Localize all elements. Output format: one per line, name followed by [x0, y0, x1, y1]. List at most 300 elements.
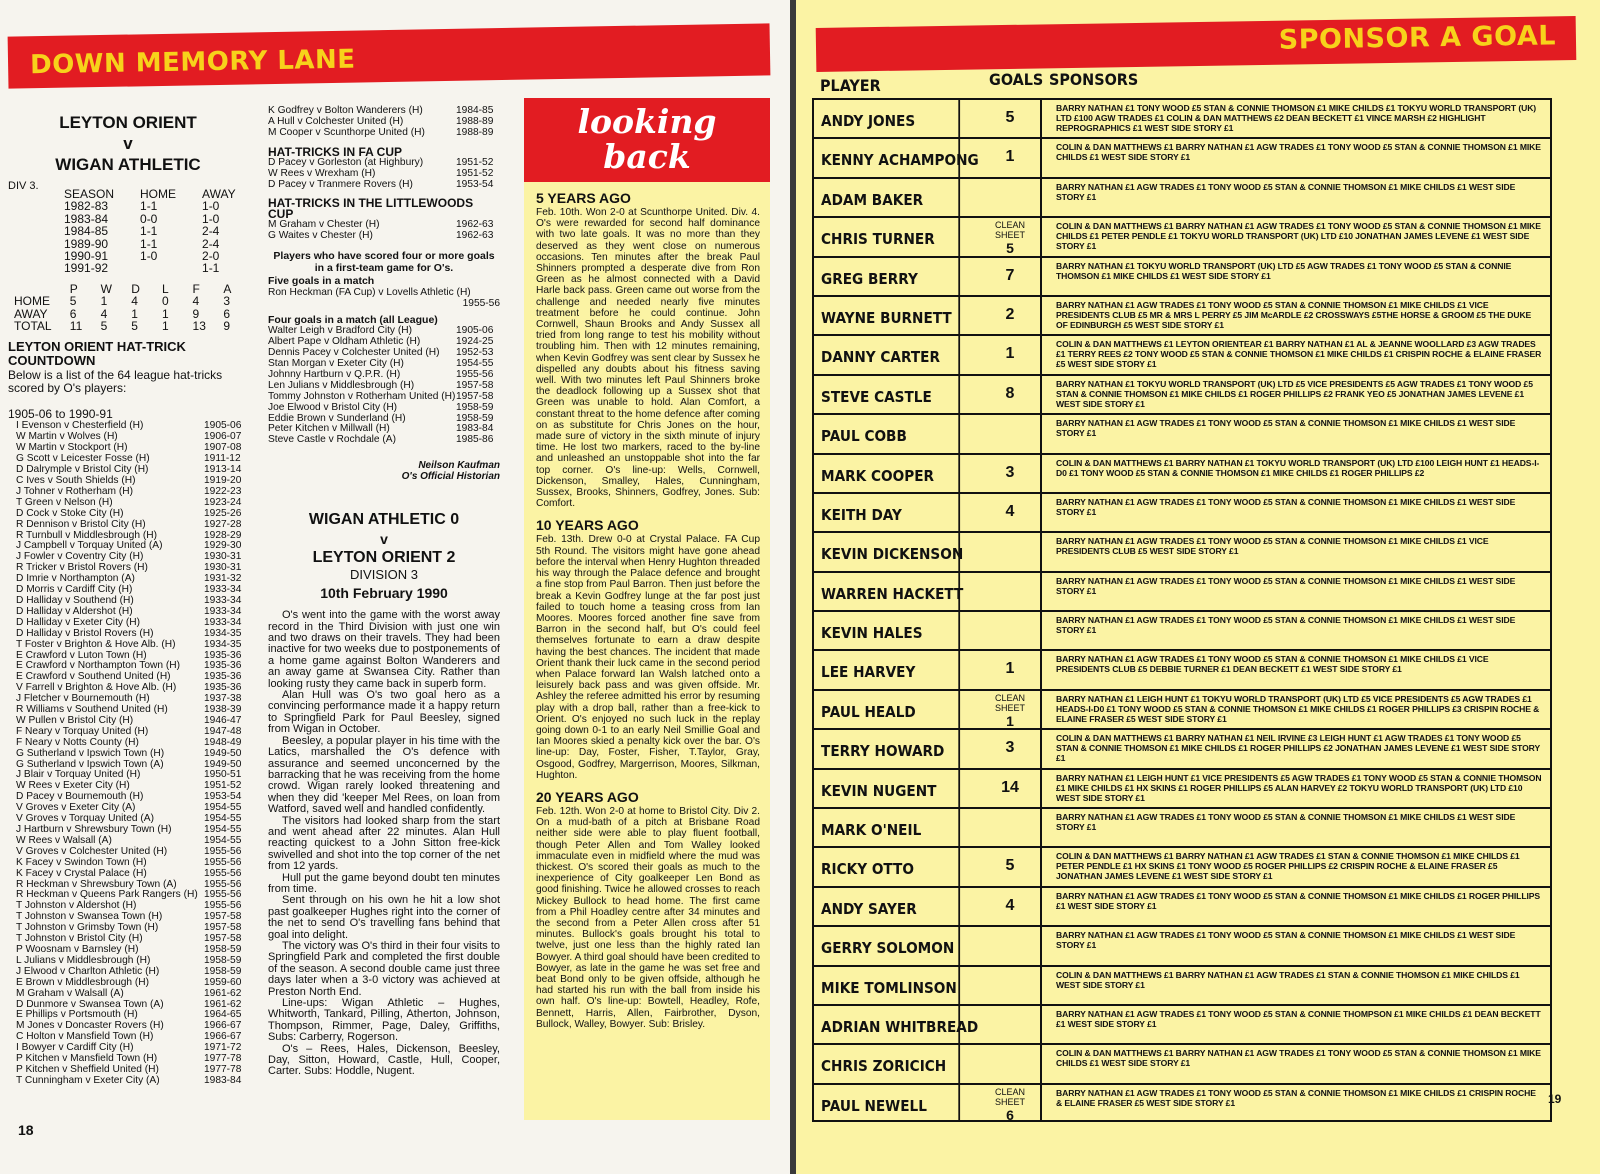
list-entry-name: R Heckman v Shrewsbury Town (A): [16, 878, 177, 890]
report-paragraph: O's went into the game with the worst away record in the Third Division with just one win and two draws on their travels. They had been inactive for two weeks due to postponements of a home game against Bolton Wanderers and an away game at Swansea City. Rather than looking rusty they came back in superb form.: [268, 609, 500, 690]
sponsors-text: BARRY NATHAN £1 AGW TRADES £1 TONY WOOD £5 STAN & CONNIE THOMSON £1 MIKE CHILDS £1 WEST SIDE STORY £1: [1056, 418, 1516, 439]
goals-value: 1: [1005, 660, 1015, 678]
list-entry-name: D Imrie v Northampton (A): [16, 573, 135, 585]
list-entry-season: 1933-34: [204, 594, 242, 606]
player-name: MIKE TOMLINSON: [814, 967, 960, 1004]
list-entry-season: 1955-56: [204, 889, 242, 901]
sponsor-row: [812, 925, 1552, 964]
goals-cell: [980, 218, 1042, 255]
list-entry-season: 1933-34: [204, 605, 242, 617]
list-entry-season: 1922-23: [204, 485, 242, 497]
record-cell: 5: [131, 319, 138, 334]
goals-value: 8: [1005, 384, 1015, 402]
sponsor-row: [812, 728, 1552, 767]
goals-cell: [980, 376, 1042, 413]
player-name: KEVIN HALES: [814, 612, 960, 649]
record-cell: 13: [192, 319, 206, 334]
goals-cell: [980, 967, 1042, 1004]
results-cell: 2-0: [202, 249, 220, 264]
goals-cell: [980, 258, 1042, 295]
looking-back-text: Feb. 12th. Won 2-0 at home to Bristol City. Div 2. On a mud-bath of a pitch at Brisbane Road neither side were able to play fluent football, though Peter Allen and Tom Walley looked immaculate even in midfield where the mud was thickest. O's scored their goals as much to the inexperience of City goalkeeper Len Bond as good finishing. Twice he allowed crosses to reach Mickey Bullock to head home. The first came from a Phil Hoadley centre after 34 minutes and the second from a Peter Allen cross after 51 minutes. Bullock's goals brought his total to twelve, just one less than the highly rated Ian Bowyer. A third goal should have been credited to Bowyer, as late in the game he was set free and beat Bond only to be given offside, although he had started his run with the ball from inside his own half. O's line-up: Bowtell, Headley, Rofe, Bennett, Harris, Allen, Fairbrother, Dyson, Bullock, Walley, Bowyer. Sub: Brisley.: [536, 805, 760, 1030]
four-goals-title: Four goals in a match (all League): [268, 314, 438, 327]
list-entry-season: 1919-20: [204, 475, 242, 486]
list-entry-season: 1954-55: [204, 802, 242, 814]
record-cell: HOME: [14, 294, 50, 309]
list-entry-name: W Rees v Exeter City (H): [16, 780, 130, 792]
list-entry-season: 1951-52: [456, 156, 494, 168]
report-paragraph: Hull put the game beyond doubt ten minutes from time.: [268, 871, 500, 895]
five-goals-season: 1955-56: [462, 298, 500, 310]
sponsor-row: [812, 98, 1552, 137]
goals-cell: [980, 533, 1042, 570]
record-cell: 1: [100, 294, 108, 309]
list-entry-name: J Campbell v Torquay United (A): [16, 540, 163, 552]
record-cell: AWAY: [14, 306, 48, 321]
list-entry-name: Joe Elwood v Bristol City (H): [268, 401, 398, 413]
goals-cell: [980, 1006, 1042, 1043]
results-row: [58, 200, 242, 212]
list-entry-season: 1957-58: [204, 911, 242, 923]
sponsor-a-goal-banner: SPONSOR A GOAL: [816, 16, 1577, 72]
list-entry-season: 1905-06: [456, 325, 494, 337]
list-entry-name: J Tohner v Rotherham (H): [16, 485, 134, 497]
sponsors-text: BARRY NATHAN £1 LEIGH HUNT £1 TOKYU WORLD TRANSPORT (UK) LTD £5 VICE PRESIDENTS £5 AGW TRADES £1 HEADS-I-D0 £1 TONY WOOD £5 STAN & CONNIE THOMSON £1 MIKE CHILDS £1 ROGER PHILLIPS £3 CRISPIN ROCHE & ELAINE FRASER £5 WEST SIDE STORY £1: [1056, 693, 1540, 724]
sponsors-text: COLIN & DAN MATTHEWS £1 BARRY NATHAN £1 TOKYU WORLD TRANSPORT (UK) LTD £100 LEIGH HUNT £1 HEADS-I-D0 £1 TONY WOOD £5 STAN & CONNIE THOMSON £1 MIKE CHILDS £1 ROGER PHILLIPS £2: [1056, 457, 1540, 478]
goals-value: 3: [1005, 463, 1015, 481]
list-entry-name: V Farrell v Brighton & Hove Alb. (H): [16, 682, 177, 694]
list-entry-name: D Morris v Cardiff City (H): [16, 584, 133, 596]
list-entry-season: 1913-14: [204, 464, 242, 476]
sponsor-row: [812, 334, 1552, 373]
sponsor-row: [812, 846, 1552, 885]
goals-value: 5: [1005, 857, 1015, 875]
list-entry-name: E Crawford v Southend United (H): [16, 671, 171, 683]
list-entry-season: 1988-89: [456, 115, 494, 127]
sponsors-text: BARRY NATHAN £1 AGW TRADES £1 TONY WOOD £5 STAN & CONNIE THOMSON £1 MIKE CHILDS £1 WEST SIDE STORY £1: [1056, 615, 1516, 636]
list-entry-name: P Kitchen v Sheffield United (H): [16, 1063, 159, 1075]
list-entry-name: D Halliday v Bristol Rovers (H): [16, 627, 154, 639]
player-name: ANDY SAYER: [814, 888, 960, 925]
list-entry-name: D Halliday v Exeter City (H): [16, 616, 140, 628]
facup-list: [268, 158, 500, 191]
looking-back-title: [524, 98, 770, 182]
record-cell: 5: [100, 319, 108, 334]
sponsors-text: BARRY NATHAN £1 AGW TRADES £1 TONY WOOD £5 STAN & CONNIE THOMSON £1 MIKE CHILDS £1 CRISPIN ROCHE & ELAINE FRASER £5 WEST SIDE STORY £1: [1056, 1087, 1536, 1108]
record-cell: TOTAL: [14, 319, 52, 334]
goals-value: 3: [1005, 739, 1015, 757]
list-entry-name: D Pacey v Gorleston (at Highbury): [268, 156, 424, 168]
header-goals: GOALS: [989, 70, 1044, 89]
list-entry-name: D Pacey v Bournemouth (H): [16, 791, 144, 803]
five-goals-title: Five goals in a match: [268, 275, 375, 288]
sponsor-row: [812, 453, 1552, 492]
list-entry-season: 1906-07: [204, 431, 242, 443]
list-entry-name: Stan Morgan v Exeter City (H): [268, 357, 404, 369]
list-entry-season: 1948-49: [204, 736, 242, 748]
list-entry-name: K Facey v Crystal Palace (H): [16, 867, 147, 879]
record-cell: 5: [69, 294, 77, 309]
sponsors-text: BARRY NATHAN £1 TOKYU WORLD TRANSPORT (UK) LTD £5 AGW TRADES £1 TONY WOOD £5 STAN & CONNIE THOMSON £1 MIKE CHILDS £1 WEST SIDE STORY £1: [1056, 260, 1512, 281]
results-cell: 0-0: [140, 211, 158, 226]
goals-cell: [980, 100, 1042, 137]
list-entry-name: K Godfrey v Bolton Wanderers (H): [268, 105, 423, 116]
goals-value: 1: [1005, 345, 1015, 363]
report-heading: [268, 510, 500, 604]
list-entry-name: C Ives v South Shields (H): [16, 475, 136, 486]
sponsors-text: BARRY NATHAN £1 LEIGH HUNT £1 VICE PRESIDENTS £5 AGW TRADES £1 TONY WOOD £5 STAN & CONNIE THOMSON £1 MIKE CHILDS £1 HX SKINS £1 ROGER PHILLIPS £5 ALAN HARVEY £2 TOKYU WORLD TRANSPORT (UK) LTD £10 WEST SIDE STORY £1: [1056, 772, 1542, 803]
player-name: DANNY CARTER: [814, 336, 960, 373]
facup-title: HAT-TRICKS IN FA CUP: [268, 144, 402, 159]
list-entry-name: G Sutherland v Ipswich Town (A): [16, 758, 164, 770]
clean-sheet-label: CLEAN SHEET: [994, 692, 1025, 713]
list-entry-season: 1955-56: [204, 856, 242, 868]
list-entry-season: 1958-59: [204, 954, 242, 966]
list-entry-name: Johnny Hartburn v Q.P.R. (H): [268, 368, 401, 380]
list-entry-name: L Julians v Middlesbrough (H): [16, 954, 151, 966]
list-entry-name: W Martin v Wolves (H): [16, 431, 118, 443]
record-cell: 1: [161, 319, 169, 334]
list-entry-season: 1962-63: [456, 219, 494, 231]
list-entry-season: 1933-34: [204, 584, 242, 596]
report-division: DIVISION 3: [350, 567, 418, 583]
match-report: [268, 610, 500, 1078]
player-name: KEVIN NUGENT: [814, 770, 960, 807]
list-entry-name: A Hull v Colchester United (H): [268, 115, 404, 127]
list-entry-name: Albert Pape v Oldham Athletic (H): [268, 336, 421, 348]
list-entry-name: J Fowler v Coventry City (H): [16, 551, 144, 563]
player-name: KEITH DAY: [814, 494, 960, 531]
goals-cell: [980, 809, 1042, 846]
results-cell: 1991-92: [64, 261, 109, 276]
sponsor-row: [812, 531, 1552, 570]
sponsors-text: BARRY NATHAN £1 AGW TRADES £1 TONY WOOD £5 STAN & CONNIE THOMPSON £1 MIKE CHILDS £1 DEAN BECKETT £1 WEST SIDE STORY £1: [1056, 1008, 1541, 1029]
list-entry-season: 1966-67: [204, 1020, 242, 1032]
goals-value: 14: [1001, 778, 1019, 796]
report-versus: v: [380, 531, 388, 548]
list-entry-name: R Heckman v Queens Park Rangers (H): [16, 889, 198, 901]
clean-sheet-label: CLEAN SHEET: [994, 220, 1025, 241]
list-entry-name: G Scott v Leicester Fosse (H): [16, 453, 150, 465]
goals-cell: [980, 415, 1042, 452]
sponsor-row: [812, 689, 1552, 728]
list-entry-season: 1925-26: [204, 507, 242, 519]
looking-back-sections: [524, 190, 770, 1030]
list-entry-name: P Woosnam v Barnsley (H): [16, 943, 139, 955]
results-cell: 2-4: [202, 224, 220, 239]
versus: v: [123, 134, 133, 153]
report-paragraph: Alan Hull was O's two goal hero as a convincing performance made it a happy return to Springfield Park for Paul Beesley, signed from Wigan in October.: [268, 689, 500, 736]
list-entry-season: 1930-31: [204, 562, 242, 574]
results-table: [58, 188, 242, 275]
four-goals-intro: Players who have scored four or more goals in a first-team game for O's.: [273, 250, 495, 275]
record-cell: 0: [161, 294, 169, 309]
list-entry-name: T Johnston v Grimsby Town (H): [16, 922, 159, 934]
record-cell: 9: [192, 306, 200, 321]
list-entry-season: 1928-29: [204, 529, 242, 541]
list-entry-season: 1954-55: [204, 834, 242, 846]
list-entry-season: 1962-63: [456, 230, 494, 242]
list-entry-season: 1958-59: [204, 943, 242, 955]
list-entry-season: 1961-62: [204, 987, 242, 999]
record-row: [8, 320, 248, 332]
list-entry-season: 1955-56: [204, 867, 242, 879]
sponsor-row: [812, 1043, 1552, 1082]
player-name: PAUL COBB: [814, 415, 960, 452]
list-entry-season: 1971-72: [204, 1042, 242, 1054]
list-entry-season: 1958-59: [456, 401, 494, 413]
sponsors-text: BARRY NATHAN £1 AGW TRADES £1 TONY WOOD £5 STAN & CONNIE THOMSON £1 MIKE CHILDS £1 VICE PRESIDENTS CLUB £5 WEST SIDE STORY £1: [1056, 536, 1489, 557]
list-entry-season: 1977-78: [204, 1063, 242, 1075]
list-entry-season: 1985-86: [456, 434, 494, 446]
sponsor-row: [812, 492, 1552, 531]
five-goals-entry: [268, 287, 500, 309]
goals-cell: [980, 494, 1042, 531]
list-entry-name: V Groves v Torquay United (A): [16, 813, 154, 825]
goals-cell: [980, 1045, 1042, 1082]
list-entry-name: M Graham v Walsall (A): [16, 987, 124, 999]
list-entry-season: 1983-84: [204, 1074, 242, 1086]
list-entry-name: C Holton v Mansfield Town (H): [16, 1031, 154, 1043]
list-entry-name: E Crawford v Luton Town (H): [16, 649, 147, 661]
record-cell: 3: [223, 294, 230, 309]
looking-back-title-line1: looking: [577, 102, 717, 141]
sponsors-text: BARRY NATHAN £1 AGW TRADES £1 TONY WOOD £5 STAN & CONNIE THOMSON £1 MIKE CHILDS £1 WEST SIDE STORY £1: [1056, 575, 1516, 596]
sponsors-text: COLIN & DAN MATTHEWS £1 BARRY NATHAN £1 AGW TRADES £1 TONY WOOD £5 STAN & CONNIE THOMSON £1 MIKE CHILDS £1 WEST SIDE STORY £1: [1056, 1048, 1541, 1069]
report-paragraph: Sent through on his own he hit a low shot past goalkeeper Hughes right into the corner of the net to send O's travelling fans behind that goal into delight.: [268, 894, 500, 941]
column-1: [8, 112, 248, 1087]
list-entry-name: D Halliday v Southend (H): [16, 594, 134, 606]
list-entry-season: 1958-59: [204, 965, 242, 977]
sponsor-row: [812, 649, 1552, 688]
player-name: ANDY JONES: [814, 100, 960, 137]
page-number-left: 18: [18, 1122, 34, 1138]
littlewoods-list: [268, 220, 500, 242]
sponsors-text: BARRY NATHAN £1 TOKYU WORLD TRANSPORT (UK) LTD £5 VICE PRESIDENTS £5 AGW TRADES £1 TONY WOOD £5 STAN & CONNIE THOMSON £1 MIKE CHILDS £1 ROGER PHILLIPS £2 FRANK YEO £5 JONATHAN JAMES LEVENE £1 WEST SIDE STORY £1: [1056, 378, 1533, 409]
list-entry-name: V Groves v Exeter City (A): [16, 802, 136, 814]
list-entry-season: 1911-12: [204, 453, 241, 465]
record-row: [8, 295, 248, 307]
list-entry-name: D Halliday v Aldershot (H): [16, 605, 133, 617]
record-cell: 4: [100, 306, 108, 321]
list-entry-name: W Pullen v Bristol City (H): [16, 714, 134, 726]
looking-back-text: Feb. 10th. Won 2-0 at Scunthorpe United. Div. 4. O's were rewarded for second half dominance with two late goals. It was no more than they deserved as they went close on numerous occasions. Ten minutes after the break Paul Shinners prompted a desperate dive from Ron Green as he almost connected with a David Harle back pass. Green came out worse from the challenge and needed nearly five minutes treatment before he could continue. John Cornwell, Shaun Brooks and Andy Sussex all tried from long range to test his mobility without troubling him. Then with 12 minutes remaining, when Kevin Godfrey was sent clear by Sussex he dispelled any doubts about his fitness saving well. With two minutes left Paul Shinners broke the deadlock following up a Sussex shot that Green was unable to hold. Alan Comfort, a constant threat to the home defence after coming on as substitute for Chris Jones on the hour, made sure of victory in the sixth minute of injury time. He lost two markers, raced to the by-line and unleashed an unstoppable shot into the far top corner. O's line-up: Wells, Cornwell, Dickenson, Smalley, Hales, Cunningham, Sussex, Brooks, Shinners, Godfrey, Jones. Sub: Comfort.: [536, 207, 760, 510]
list-entry-season: 1937-38: [204, 693, 242, 705]
looking-back-heading: 20 YEARS AGO: [536, 788, 639, 805]
record-cell: 1: [131, 306, 138, 321]
goals-cell: [980, 573, 1042, 610]
sponsor-row: [812, 571, 1552, 610]
record-cell: 1: [161, 306, 169, 321]
list-entry-name: J Blair v Torquay United (H): [16, 769, 141, 781]
goals-cell: [980, 888, 1042, 925]
list-entry-name: D Cock v Stoke City (H): [16, 507, 124, 519]
list-entry-season: 1935-36: [204, 649, 242, 661]
results-cell: 2-4: [202, 236, 220, 251]
player-name: WARREN HACKETT: [814, 573, 960, 610]
goals-cell: [980, 927, 1042, 964]
list-entry-name: D Pacey v Tranmere Rovers (H): [268, 178, 413, 190]
sponsor-row: [812, 886, 1552, 925]
list-entry-season: 1955-56: [204, 900, 242, 912]
list-entry-season: 1954-55: [204, 813, 242, 825]
goals-cell: [980, 691, 1042, 728]
list-entry-name: Walter Leigh v Bradford City (H): [268, 325, 412, 337]
team1: LEYTON ORIENT: [59, 113, 197, 132]
page-number-right: 19: [1548, 1092, 1562, 1106]
goals-value: 5: [1005, 109, 1015, 126]
player-name: RICKY OTTO: [814, 848, 960, 885]
hattrick-range: 1905-06 to 1990-91: [8, 407, 113, 422]
list-entry-season: 1930-31: [204, 551, 242, 563]
sponsor-row: [812, 216, 1552, 255]
list-entry-name: F Neary v Notts County (H): [16, 736, 139, 748]
list-entry-season: 1931-32: [204, 573, 242, 585]
list-entry-name: R Dennison v Bristol City (H): [16, 518, 146, 530]
list-entry-name: R Turnbull v Middlesbrough (H): [16, 529, 157, 541]
list-entry-season: 1957-58: [456, 379, 494, 391]
looking-back-title-line2: back: [603, 137, 691, 176]
goals-cell: [980, 848, 1042, 885]
looking-back-box: [524, 98, 770, 1120]
list-entry-season: 1957-58: [456, 390, 494, 402]
player-name: PAUL NEWELL: [814, 1085, 960, 1120]
sponsor-row: [812, 413, 1552, 452]
record-table: [8, 283, 248, 333]
list-entry-season: 1935-36: [204, 660, 242, 672]
list-entry-season: 1938-39: [204, 704, 242, 716]
results-cell: 1-1: [140, 236, 158, 251]
goals-cell: [980, 770, 1042, 807]
player-name: CHRIS TURNER: [814, 218, 960, 255]
sponsor-row: [812, 610, 1552, 649]
list-entry-name: J Fletcher v Bournemouth (H): [16, 693, 150, 705]
list-entry-season: 1957-58: [204, 933, 242, 945]
goals-cell: [980, 730, 1042, 767]
sponsor-row: [812, 1083, 1552, 1122]
list-entry-season: 1964-65: [204, 1009, 242, 1021]
results-cell: 1-0: [202, 211, 220, 226]
goals-value: 2: [1005, 305, 1015, 323]
goals-cell: [980, 179, 1042, 216]
results-cell: 1-0: [202, 199, 220, 214]
sponsors-text: COLIN & DAN MATTHEWS £1 BARRY NATHAN £1 AGW TRADES £1 TONY WOOD £5 STAN & CONNIE THOMSON £1 MIKE CHILDS £1 PETER PENDLE £1 TOKYU WORLD TRANSPORT (UK) LTD £10 JONATHAN JAMES LEVENE £1 WEST SIDE STORY £1: [1056, 221, 1541, 252]
goals-value: 1: [1006, 712, 1014, 729]
hattrick-list: [16, 421, 248, 1086]
list-entry-name: P Kitchen v Mansfield Town (H): [16, 1053, 158, 1065]
report-paragraph: O's – Rees, Hales, Dickenson, Beesley, Day, Sitton, Howard, Castle, Hull, Cooper, Carter. Subs: Hoddle, Nugent.: [268, 1042, 500, 1078]
list-entry-name: G Waites v Chester (H): [268, 230, 373, 242]
list-entry-season: 1947-48: [204, 725, 242, 737]
column-2: [268, 106, 500, 1078]
looking-back-heading: 5 YEARS AGO: [536, 190, 631, 206]
results-row: [58, 225, 242, 237]
results-cell: 1989-90: [64, 236, 109, 251]
report-team2: LEYTON ORIENT 2: [312, 549, 456, 567]
goals-value: 4: [1005, 896, 1015, 914]
player-name: WAYNE BURNETT: [814, 297, 960, 334]
looking-back-text: Feb. 13th. Drew 0-0 at Crystal Palace. FA Cup 5th Round. The visitors might have gone ahead before the interval when Henry Hughton threaded his way through the Palace defence and brought a fine stop from Paul Barron. Then just before the break a Kevin Godfrey lunge at the far post just failed to touch home a teasing cross from Ian Moores. Moores forced another fine save from Barron in the second half, but O's could feel themselves fortunate to earn a draw despite having the best chances. The incident that made Orient thank their luck came in the second period when Palace forward Ian Walsh latched onto a leisurely back pass and was given offside. Mr. Ashley the referee admitted his error by resuming play with a drop ball, rather than a free-kick to Orient. O's enjoyed no such luck in the replay going down 0-1 to an early Neil Smillie Goal and Ian Moores skied a penalty kick over the bar. O's line-up: Day, Foster, Fisher, T.Taylor, Gray, Osgood, Godfrey, Margerrison, Moores, Silkman, Hughton.: [536, 534, 760, 781]
hattrick-title: LEYTON ORIENT HAT-TRICK COUNTDOWN: [8, 339, 186, 369]
looking-back-heading: 10 YEARS AGO: [536, 517, 639, 534]
list-entry-season: 1949-50: [204, 758, 242, 770]
player-name: MARK COOPER: [814, 455, 960, 492]
list-entry-season: 1949-50: [204, 747, 242, 759]
results-cell: 1983-84: [64, 211, 109, 226]
clean-sheet-label: CLEAN SHEET: [994, 1086, 1025, 1107]
list-entry-season: 1957-58: [204, 922, 242, 934]
list-entry-season: 1961-62: [204, 998, 242, 1010]
list-entry-name: Len Julians v Middlesbrough (H): [268, 379, 415, 391]
list-entry-name: T Johnston v Aldershot (H): [16, 900, 137, 912]
five-goals-player: Ron Heckman (FA Cup) v Lovells Athletic (H): [268, 287, 471, 299]
list-entry-season: 1905-06: [204, 420, 242, 432]
list-entry-name: G Sutherland v Ipswich Town (H): [16, 747, 165, 759]
list-entry-season: 1951-52: [204, 780, 242, 792]
list-entry-season: 1934-35: [204, 638, 242, 650]
list-entry-name: T Johnston v Bristol City (H): [16, 933, 143, 945]
player-name: KEVIN DICKENSON: [814, 533, 960, 570]
sponsor-row: [812, 256, 1552, 295]
list-entry-name: M Jones v Doncaster Rovers (H): [16, 1020, 164, 1032]
list-entry-name: M Graham v Chester (H): [268, 219, 380, 231]
goals-value: 6: [1006, 1106, 1014, 1123]
report-date: 10th February 1990: [320, 585, 448, 602]
player-name: TERRY HOWARD: [814, 730, 960, 767]
results-cell: 1-1: [140, 199, 158, 214]
sponsors-text: COLIN & DAN MATTHEWS £1 LEYTON ORIENTEAR £1 BARRY NATHAN £1 AL & JEANNE WOOLLARD £3 AGW TRADES £1 TERRY REES £2 TONY WOOD £5 STAN & CONNIE THOMSON £1 MIKE CHILDS £1 CRISPIN ROCHE & ELAINE FRASER £5 WEST SIDE STORY £1: [1056, 339, 1542, 370]
player-name: PAUL HEALD: [814, 691, 960, 728]
list-entry-season: 1958-59: [456, 412, 494, 424]
list-entry-name: M Cooper v Scunthorpe United (H): [268, 126, 425, 138]
list-entry-name: F Neary v Torquay United (H): [16, 725, 149, 737]
list-entry-season: 1977-78: [204, 1053, 242, 1065]
list-entry-season: 1935-36: [204, 682, 242, 694]
list-entry-season: 1955-56: [456, 368, 494, 380]
goals-cell: [980, 297, 1042, 334]
list-entry-name: W Martin v Stockport (H): [16, 442, 128, 454]
list-entry-season: 1907-08: [204, 442, 242, 454]
header-sponsors: SPONSORS: [1049, 70, 1139, 89]
sponsor-row: [812, 137, 1552, 176]
four-goals-list: [268, 326, 500, 446]
sponsor-row: [812, 1004, 1552, 1043]
goals-value: 1: [1005, 148, 1015, 166]
list-entry-name: Dennis Pacey v Colchester United (H): [268, 347, 440, 359]
historian-name: Neilson Kaufman: [418, 460, 500, 472]
list-entry-season: 1950-51: [204, 769, 242, 781]
div-label: DIV 3.: [8, 180, 39, 192]
record-header: F: [192, 281, 200, 296]
player-name: GREG BERRY: [814, 258, 960, 295]
list-entry-season: 1927-28: [204, 518, 242, 530]
sponsors-text: COLIN & DAN MATTHEWS £1 BARRY NATHAN £1 AGW TRADES £1 STAN & CONNIE THOMSON £1 MIKE CHILDS £1 PETER PENDLE £1 HX SKINS £1 TONY WOOD £5 ROGER PHILLIPS £2 CRISPIN ROCHE & ELAINE FRASER £5 JONATHAN JAMES LEVENE £1 WEST SIDE STORY £1: [1056, 851, 1520, 882]
list-entry-name: V Groves v Colchester United (H): [16, 845, 168, 857]
player-name: CHRIS ZORICICH: [814, 1045, 960, 1082]
sponsors-text: BARRY NATHAN £1 TONY WOOD £5 STAN & CONNIE THOMSON £1 MIKE CHILDS £1 TOKYU WORLD TRANSPORT (UK) LTD £100 AGW TRADES £1 COLIN & DAN MATTHEWS £2 DEAN BECKETT £1 VINCE MARSH £2 HIGHLIGHT REPROGRAPHICS £1 WEST SIDE STORY £1: [1056, 103, 1537, 133]
record-cell: 4: [192, 294, 200, 309]
list-entry-season: 1929-30: [204, 540, 242, 552]
list-entry-season: 1953-54: [204, 791, 242, 803]
list-entry-season: 1984-85: [456, 105, 494, 116]
sponsor-row: [812, 965, 1552, 1004]
list-entry-name: T Foster v Brighton & Hove Alb. (H): [16, 638, 176, 650]
list-entry-season: 1934-35: [204, 627, 242, 639]
goals-cell: [980, 455, 1042, 492]
list-entry-name: Eddie Brown v Sunderland (H): [268, 412, 406, 424]
sponsors-text: BARRY NATHAN £1 AGW TRADES £1 TONY WOOD £5 STAN & CONNIE THOMSON £1 MIKE CHILDS £1 VICE PRESIDENTS CLUB £5 MR & MRS L PERRY £5 JIM McARDLE £2 CROSSWAYS £5THE HORSE & GROOM £5 THE DUKE OF EDINBURGH £5 WEST SIDE STORY £1: [1056, 299, 1532, 330]
header-player: PLAYER: [820, 76, 881, 95]
list-entry-season: 1933-34: [204, 616, 242, 628]
